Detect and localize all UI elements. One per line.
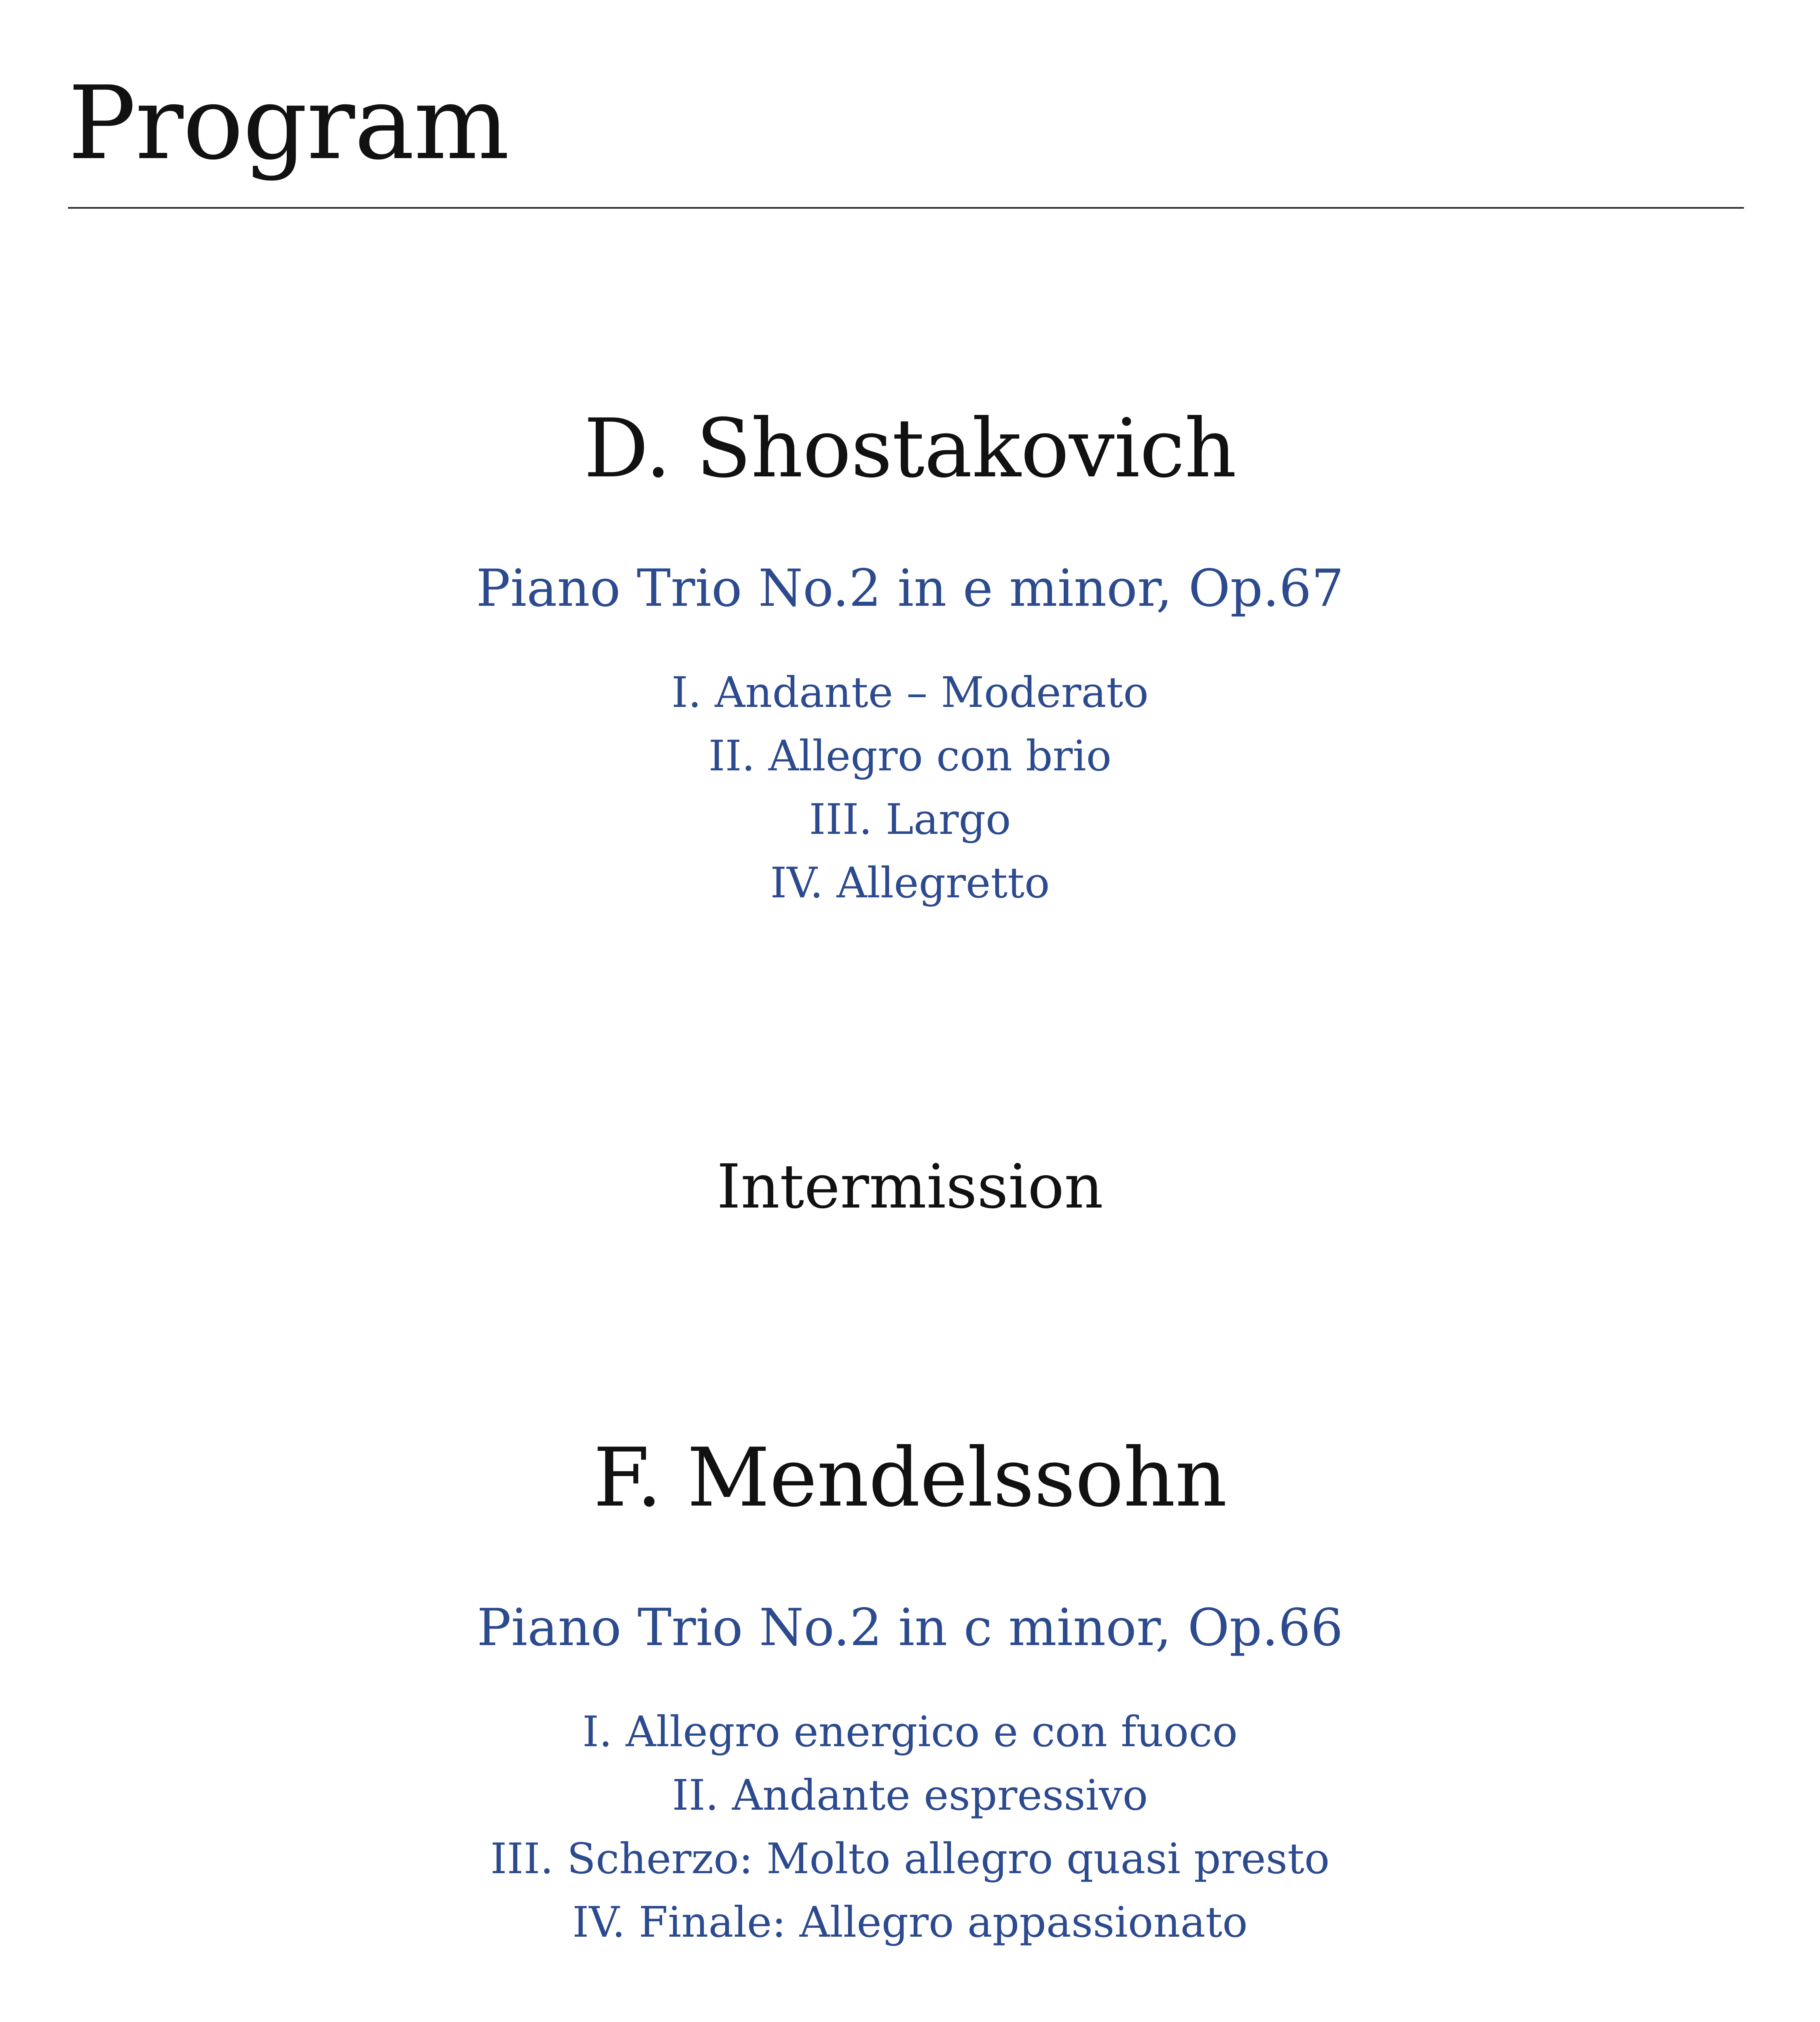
intermission-label: Intermission (717, 1152, 1103, 1222)
title-divider (68, 207, 1744, 209)
movement-item: IV. Finale: Allegro appassionato (572, 1897, 1248, 1947)
movement-list (0, 661, 1820, 915)
program-item-shostakovich (0, 402, 1820, 915)
work-title: Piano Trio No.2 in e minor, Op.67 (476, 558, 1344, 618)
composer-name: F. Mendelssohn (593, 1431, 1227, 1525)
page-title: Program (68, 64, 509, 182)
program-item-mendelssohn (0, 1431, 1820, 1954)
movement-item: III. Largo (809, 795, 1011, 844)
movement-item: II. Andante espressivo (672, 1770, 1148, 1820)
work-title: Piano Trio No.2 in c minor, Op.66 (477, 1598, 1343, 1657)
intermission-block (0, 1152, 1820, 1222)
composer-name: D. Shostakovich (584, 402, 1236, 496)
movement-item: IV. Allegretto (770, 858, 1050, 907)
movement-item: II. Allegro con brio (708, 731, 1112, 780)
movement-list (0, 1700, 1820, 1954)
movement-item: I. Allegro energico e con fuoco (582, 1707, 1238, 1756)
movement-item: I. Andante – Moderato (671, 668, 1149, 717)
movement-item: III. Scherzo: Molto allegro quasi presto (490, 1834, 1330, 1883)
